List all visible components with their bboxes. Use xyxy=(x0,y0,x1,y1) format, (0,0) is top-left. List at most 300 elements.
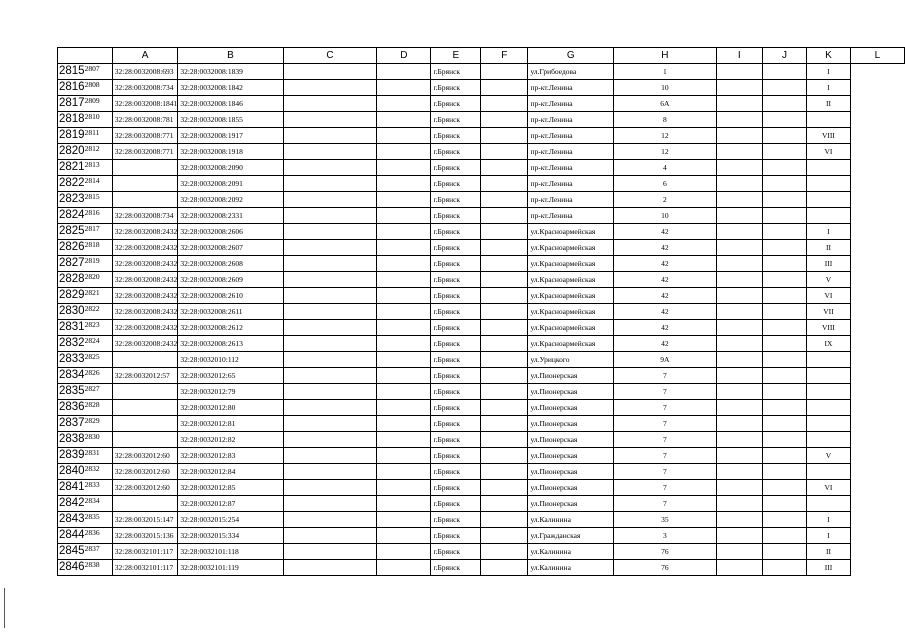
cell-l[interactable] xyxy=(807,208,851,224)
cell-l[interactable] xyxy=(807,192,851,208)
cell-b[interactable]: 32:28:0032008:2432 xyxy=(112,320,178,336)
cell-e[interactable] xyxy=(377,384,431,400)
cell-b[interactable]: 32:28:0032008:2432 xyxy=(112,224,178,240)
cell-h[interactable]: пр-кт.Ленина xyxy=(528,160,614,176)
cell-b[interactable]: 32:28:0032008:781 xyxy=(112,112,178,128)
row-number-cell[interactable] xyxy=(58,80,113,96)
cell-j[interactable] xyxy=(716,192,762,208)
cell-j[interactable] xyxy=(716,432,762,448)
cell-d[interactable] xyxy=(283,240,377,256)
cell-c[interactable]: 32:28:0032008:2613 xyxy=(178,336,283,352)
row-number-cell[interactable] xyxy=(58,272,113,288)
cell-j[interactable] xyxy=(716,400,762,416)
cell-i[interactable]: 42 xyxy=(614,320,716,336)
cell-l[interactable]: VI xyxy=(807,480,851,496)
cell-d[interactable] xyxy=(283,288,377,304)
cell-e[interactable] xyxy=(377,304,431,320)
cell-g[interactable] xyxy=(481,448,528,464)
cell-h[interactable]: пр-кт.Ленина xyxy=(528,80,614,96)
cell-e[interactable] xyxy=(377,176,431,192)
cell-d[interactable] xyxy=(283,464,377,480)
cell-k[interactable] xyxy=(762,544,806,560)
cell-c[interactable]: 32:28:0032008:1842 xyxy=(178,80,283,96)
cell-j[interactable] xyxy=(716,512,762,528)
row-number-cell[interactable] xyxy=(58,448,113,464)
cell-g[interactable] xyxy=(481,464,528,480)
cell-k[interactable] xyxy=(762,368,806,384)
row-number-cell[interactable] xyxy=(58,560,113,576)
cell-c[interactable]: 32:28:0032008:2606 xyxy=(178,224,283,240)
cell-b[interactable]: 32:28:0032008:734 xyxy=(112,208,178,224)
cell-l[interactable]: II xyxy=(807,240,851,256)
cell-h[interactable]: пр-кт.Ленина xyxy=(528,208,614,224)
cell-l[interactable]: I xyxy=(807,64,851,80)
cell-d[interactable] xyxy=(283,480,377,496)
cell-k[interactable] xyxy=(762,448,806,464)
cell-e[interactable] xyxy=(377,240,431,256)
cell-i[interactable]: 7 xyxy=(614,448,716,464)
cell-l[interactable] xyxy=(807,496,851,512)
cell-b[interactable]: 32:28:0032008:734 xyxy=(112,80,178,96)
cell-h[interactable]: ул.Пионерская xyxy=(528,368,614,384)
cell-g[interactable] xyxy=(481,272,528,288)
cell-b[interactable] xyxy=(112,384,178,400)
cell-g[interactable] xyxy=(481,384,528,400)
cell-f[interactable]: г.Брянск xyxy=(431,320,481,336)
cell-e[interactable] xyxy=(377,160,431,176)
cell-d[interactable] xyxy=(283,384,377,400)
cell-b[interactable] xyxy=(112,192,178,208)
cell-f[interactable]: г.Брянск xyxy=(431,496,481,512)
cell-f[interactable]: г.Брянск xyxy=(431,256,481,272)
cell-g[interactable] xyxy=(481,416,528,432)
cell-b[interactable]: 32:28:0032008:771 xyxy=(112,128,178,144)
cell-j[interactable] xyxy=(716,448,762,464)
cell-f[interactable]: г.Брянск xyxy=(431,304,481,320)
row-number-cell[interactable] xyxy=(58,512,113,528)
cell-l[interactable]: II xyxy=(807,96,851,112)
cell-c[interactable]: 32:28:0032008:2090 xyxy=(178,160,283,176)
cell-g[interactable] xyxy=(481,224,528,240)
cell-b[interactable]: 32:28:0032008:1841 xyxy=(112,96,178,112)
cell-c[interactable]: 32:28:0032008:1846 xyxy=(178,96,283,112)
cell-l[interactable] xyxy=(807,352,851,368)
cell-c[interactable]: 32:28:0032015:334 xyxy=(178,528,283,544)
cell-k[interactable] xyxy=(762,64,806,80)
cell-f[interactable]: г.Брянск xyxy=(431,480,481,496)
cell-g[interactable] xyxy=(481,80,528,96)
cell-b[interactable] xyxy=(112,400,178,416)
cell-j[interactable] xyxy=(716,96,762,112)
cell-i[interactable]: 7 xyxy=(614,432,716,448)
cell-f[interactable]: г.Брянск xyxy=(431,192,481,208)
cell-g[interactable] xyxy=(481,192,528,208)
cell-d[interactable] xyxy=(283,416,377,432)
cell-k[interactable] xyxy=(762,336,806,352)
cell-f[interactable]: г.Брянск xyxy=(431,80,481,96)
row-number-cell[interactable] xyxy=(58,256,113,272)
cell-b[interactable]: 32:28:0032012:60 xyxy=(112,464,178,480)
cell-i[interactable]: 76 xyxy=(614,544,716,560)
cell-e[interactable] xyxy=(377,320,431,336)
cell-j[interactable] xyxy=(716,352,762,368)
cell-f[interactable]: г.Брянск xyxy=(431,128,481,144)
cell-j[interactable] xyxy=(716,128,762,144)
cell-h[interactable]: ул.Пионерская xyxy=(528,464,614,480)
cell-g[interactable] xyxy=(481,112,528,128)
cell-b[interactable]: 32:28:0032008:2432 xyxy=(112,240,178,256)
cell-b[interactable]: 32:28:0032008:771 xyxy=(112,144,178,160)
cell-l[interactable]: V xyxy=(807,272,851,288)
cell-k[interactable] xyxy=(762,560,806,576)
cell-b[interactable]: 32:28:0032015:147 xyxy=(112,512,178,528)
cell-e[interactable] xyxy=(377,400,431,416)
cell-c[interactable]: 32:28:0032008:2091 xyxy=(178,176,283,192)
cell-d[interactable] xyxy=(283,144,377,160)
cell-g[interactable] xyxy=(481,512,528,528)
cell-l[interactable]: IX xyxy=(807,336,851,352)
cell-f[interactable]: г.Брянск xyxy=(431,144,481,160)
cell-e[interactable] xyxy=(377,256,431,272)
cell-h[interactable]: пр-кт.Ленина xyxy=(528,128,614,144)
cell-k[interactable] xyxy=(762,416,806,432)
cell-d[interactable] xyxy=(283,224,377,240)
cell-f[interactable]: г.Брянск xyxy=(431,512,481,528)
cell-k[interactable] xyxy=(762,464,806,480)
cell-l[interactable] xyxy=(807,464,851,480)
cell-i[interactable]: 42 xyxy=(614,336,716,352)
cell-j[interactable] xyxy=(716,496,762,512)
cell-j[interactable] xyxy=(716,336,762,352)
row-number-cell[interactable] xyxy=(58,544,113,560)
cell-d[interactable] xyxy=(283,336,377,352)
cell-b[interactable]: 32:28:0032008:2432 xyxy=(112,288,178,304)
cell-j[interactable] xyxy=(716,176,762,192)
cell-h[interactable]: ул.Пионерская xyxy=(528,400,614,416)
cell-h[interactable]: ул.Гражданская xyxy=(528,528,614,544)
cell-f[interactable]: г.Брянск xyxy=(431,224,481,240)
cell-e[interactable] xyxy=(377,352,431,368)
row-number-cell[interactable] xyxy=(58,480,113,496)
cell-d[interactable] xyxy=(283,304,377,320)
cell-h[interactable]: ул.Пионерская xyxy=(528,432,614,448)
cell-j[interactable] xyxy=(716,240,762,256)
cell-d[interactable] xyxy=(283,192,377,208)
cell-h[interactable]: ул.Красноармейская xyxy=(528,240,614,256)
cell-j[interactable] xyxy=(716,304,762,320)
cell-c[interactable]: 32:28:0032008:1855 xyxy=(178,112,283,128)
cell-b[interactable] xyxy=(112,160,178,176)
cell-l[interactable]: VI xyxy=(807,288,851,304)
cell-k[interactable] xyxy=(762,352,806,368)
cell-g[interactable] xyxy=(481,96,528,112)
cell-k[interactable] xyxy=(762,512,806,528)
cell-g[interactable] xyxy=(481,288,528,304)
cell-f[interactable]: г.Брянск xyxy=(431,416,481,432)
cell-d[interactable] xyxy=(283,80,377,96)
cell-k[interactable] xyxy=(762,272,806,288)
cell-b[interactable]: 32:28:0032101:117 xyxy=(112,544,178,560)
cell-i[interactable]: 2 xyxy=(614,192,716,208)
cell-k[interactable] xyxy=(762,400,806,416)
cell-k[interactable] xyxy=(762,144,806,160)
cell-i[interactable]: 10 xyxy=(614,80,716,96)
row-number-cell[interactable] xyxy=(58,288,113,304)
cell-i[interactable]: 7 xyxy=(614,368,716,384)
cell-d[interactable] xyxy=(283,400,377,416)
cell-f[interactable]: г.Брянск xyxy=(431,432,481,448)
cell-k[interactable] xyxy=(762,256,806,272)
cell-f[interactable]: г.Брянск xyxy=(431,448,481,464)
cell-f[interactable]: г.Брянск xyxy=(431,528,481,544)
cell-f[interactable]: г.Брянск xyxy=(431,336,481,352)
cell-j[interactable] xyxy=(716,112,762,128)
cell-e[interactable] xyxy=(377,192,431,208)
cell-l[interactable] xyxy=(807,400,851,416)
cell-e[interactable] xyxy=(377,560,431,576)
cell-l[interactable]: VII xyxy=(807,304,851,320)
cell-e[interactable] xyxy=(377,336,431,352)
cell-l[interactable] xyxy=(807,176,851,192)
cell-e[interactable] xyxy=(377,448,431,464)
cell-b[interactable] xyxy=(112,416,178,432)
row-number-cell[interactable] xyxy=(58,384,113,400)
cell-g[interactable] xyxy=(481,128,528,144)
cell-j[interactable] xyxy=(716,160,762,176)
cell-b[interactable]: 32:28:0032008:2432 xyxy=(112,336,178,352)
cell-e[interactable] xyxy=(377,224,431,240)
cell-e[interactable] xyxy=(377,432,431,448)
cell-l[interactable] xyxy=(807,384,851,400)
cell-j[interactable] xyxy=(716,256,762,272)
cell-d[interactable] xyxy=(283,432,377,448)
row-number-cell[interactable] xyxy=(58,400,113,416)
cell-k[interactable] xyxy=(762,128,806,144)
cell-e[interactable] xyxy=(377,128,431,144)
cell-g[interactable] xyxy=(481,336,528,352)
cell-d[interactable] xyxy=(283,256,377,272)
cell-l[interactable]: III xyxy=(807,560,851,576)
cell-e[interactable] xyxy=(377,112,431,128)
cell-f[interactable]: г.Брянск xyxy=(431,272,481,288)
cell-f[interactable]: г.Брянск xyxy=(431,384,481,400)
cell-h[interactable]: пр-кт.Ленина xyxy=(528,176,614,192)
row-number-cell[interactable] xyxy=(58,320,113,336)
cell-i[interactable]: 7 xyxy=(614,480,716,496)
row-number-cell[interactable] xyxy=(58,160,113,176)
cell-g[interactable] xyxy=(481,432,528,448)
cell-k[interactable] xyxy=(762,112,806,128)
cell-l[interactable]: VIII xyxy=(807,320,851,336)
cell-h[interactable]: ул.Красноармейская xyxy=(528,320,614,336)
cell-k[interactable] xyxy=(762,80,806,96)
cell-i[interactable]: 12 xyxy=(614,128,716,144)
cell-i[interactable]: 6 xyxy=(614,176,716,192)
cell-g[interactable] xyxy=(481,64,528,80)
cell-k[interactable] xyxy=(762,192,806,208)
cell-e[interactable] xyxy=(377,144,431,160)
row-number-cell[interactable] xyxy=(58,208,113,224)
cell-j[interactable] xyxy=(716,368,762,384)
row-number-cell[interactable] xyxy=(58,416,113,432)
row-number-cell[interactable] xyxy=(58,352,113,368)
cell-b[interactable]: 32:28:0032008:693 xyxy=(112,64,178,80)
cell-j[interactable] xyxy=(716,560,762,576)
cell-c[interactable]: 32:28:0032012:80 xyxy=(178,400,283,416)
cell-c[interactable]: 32:28:0032008:2092 xyxy=(178,192,283,208)
cell-j[interactable] xyxy=(716,416,762,432)
row-number-cell[interactable] xyxy=(58,496,113,512)
cell-l[interactable]: VIII xyxy=(807,128,851,144)
row-number-cell[interactable] xyxy=(58,464,113,480)
cell-e[interactable] xyxy=(377,512,431,528)
cell-d[interactable] xyxy=(283,368,377,384)
cell-g[interactable] xyxy=(481,304,528,320)
row-number-cell[interactable] xyxy=(58,528,113,544)
cell-d[interactable] xyxy=(283,560,377,576)
cell-k[interactable] xyxy=(762,432,806,448)
cell-h[interactable]: ул.Урицкого xyxy=(528,352,614,368)
cell-c[interactable]: 32:28:0032008:1917 xyxy=(178,128,283,144)
cell-e[interactable] xyxy=(377,544,431,560)
cell-i[interactable]: 7 xyxy=(614,464,716,480)
cell-c[interactable]: 32:28:0032008:2612 xyxy=(178,320,283,336)
cell-f[interactable]: г.Брянск xyxy=(431,368,481,384)
cell-i[interactable]: 42 xyxy=(614,272,716,288)
cell-d[interactable] xyxy=(283,160,377,176)
cell-d[interactable] xyxy=(283,512,377,528)
cell-c[interactable]: 32:28:0032012:81 xyxy=(178,416,283,432)
cell-l[interactable]: I xyxy=(807,528,851,544)
cell-j[interactable] xyxy=(716,464,762,480)
cell-e[interactable] xyxy=(377,272,431,288)
cell-h[interactable]: ул.Красноармейская xyxy=(528,336,614,352)
cell-i[interactable]: 6А xyxy=(614,96,716,112)
cell-h[interactable]: ул.Калинина xyxy=(528,560,614,576)
cell-h[interactable]: пр-кт.Ленина xyxy=(528,144,614,160)
cell-k[interactable] xyxy=(762,288,806,304)
cell-g[interactable] xyxy=(481,320,528,336)
cell-b[interactable]: 32:28:0032015:136 xyxy=(112,528,178,544)
row-number-cell[interactable] xyxy=(58,336,113,352)
cell-l[interactable] xyxy=(807,368,851,384)
cell-h[interactable]: пр-кт.Ленина xyxy=(528,192,614,208)
cell-k[interactable] xyxy=(762,496,806,512)
cell-j[interactable] xyxy=(716,144,762,160)
cell-j[interactable] xyxy=(716,208,762,224)
row-number-cell[interactable] xyxy=(58,368,113,384)
cell-c[interactable]: 32:28:0032008:1839 xyxy=(178,64,283,80)
cell-h[interactable]: ул.Пионерская xyxy=(528,416,614,432)
cell-i[interactable]: 7 xyxy=(614,416,716,432)
cell-g[interactable] xyxy=(481,544,528,560)
cell-l[interactable]: V xyxy=(807,448,851,464)
cell-f[interactable]: г.Брянск xyxy=(431,176,481,192)
row-number-cell[interactable] xyxy=(58,192,113,208)
cell-k[interactable] xyxy=(762,224,806,240)
cell-c[interactable]: 32:28:0032012:87 xyxy=(178,496,283,512)
cell-j[interactable] xyxy=(716,480,762,496)
cell-c[interactable]: 32:28:0032008:2611 xyxy=(178,304,283,320)
cell-h[interactable]: ул.Пионерская xyxy=(528,448,614,464)
cell-f[interactable]: г.Брянск xyxy=(431,544,481,560)
row-number-cell[interactable] xyxy=(58,304,113,320)
cell-h[interactable]: ул.Красноармейская xyxy=(528,256,614,272)
cell-h[interactable]: ул.Красноармейская xyxy=(528,272,614,288)
cell-i[interactable]: 9А xyxy=(614,352,716,368)
cell-g[interactable] xyxy=(481,256,528,272)
cell-k[interactable] xyxy=(762,176,806,192)
cell-c[interactable]: 32:28:0032012:65 xyxy=(178,368,283,384)
cell-b[interactable]: 32:28:0032012:60 xyxy=(112,448,178,464)
cell-e[interactable] xyxy=(377,528,431,544)
cell-c[interactable]: 32:28:0032008:2331 xyxy=(178,208,283,224)
cell-k[interactable] xyxy=(762,240,806,256)
cell-c[interactable]: 32:28:0032012:85 xyxy=(178,480,283,496)
cell-i[interactable]: 12 xyxy=(614,144,716,160)
cell-d[interactable] xyxy=(283,496,377,512)
cell-c[interactable]: 32:28:0032012:82 xyxy=(178,432,283,448)
cell-f[interactable]: г.Брянск xyxy=(431,240,481,256)
cell-i[interactable]: 4 xyxy=(614,160,716,176)
cell-e[interactable] xyxy=(377,480,431,496)
cell-h[interactable]: ул.Пионерская xyxy=(528,384,614,400)
row-number-cell[interactable] xyxy=(58,240,113,256)
cell-h[interactable]: ул.Красноармейская xyxy=(528,288,614,304)
cell-c[interactable]: 32:28:0032008:2608 xyxy=(178,256,283,272)
cell-b[interactable] xyxy=(112,432,178,448)
cell-k[interactable] xyxy=(762,208,806,224)
cell-h[interactable]: пр-кт.Ленина xyxy=(528,96,614,112)
cell-j[interactable] xyxy=(716,320,762,336)
cell-e[interactable] xyxy=(377,496,431,512)
cell-d[interactable] xyxy=(283,352,377,368)
cell-b[interactable]: 32:28:0032008:2432 xyxy=(112,304,178,320)
row-number-cell[interactable] xyxy=(58,128,113,144)
cell-f[interactable]: г.Брянск xyxy=(431,64,481,80)
cell-l[interactable]: I xyxy=(807,512,851,528)
cell-j[interactable] xyxy=(716,272,762,288)
cell-g[interactable] xyxy=(481,208,528,224)
cell-j[interactable] xyxy=(716,544,762,560)
cell-d[interactable] xyxy=(283,176,377,192)
cell-i[interactable]: 10 xyxy=(614,208,716,224)
cell-d[interactable] xyxy=(283,320,377,336)
cell-f[interactable]: г.Брянск xyxy=(431,560,481,576)
cell-h[interactable]: ул.Грибоедова xyxy=(528,64,614,80)
cell-c[interactable]: 32:28:0032012:79 xyxy=(178,384,283,400)
cell-j[interactable] xyxy=(716,384,762,400)
cell-g[interactable] xyxy=(481,352,528,368)
row-number-cell[interactable] xyxy=(58,224,113,240)
cell-g[interactable] xyxy=(481,368,528,384)
cell-d[interactable] xyxy=(283,272,377,288)
cell-d[interactable] xyxy=(283,128,377,144)
cell-g[interactable] xyxy=(481,240,528,256)
cell-h[interactable]: ул.Пионерская xyxy=(528,496,614,512)
cell-e[interactable] xyxy=(377,368,431,384)
cell-i[interactable]: 7 xyxy=(614,384,716,400)
cell-h[interactable]: ул.Калинина xyxy=(528,512,614,528)
cell-i[interactable]: 7 xyxy=(614,496,716,512)
cell-f[interactable]: г.Брянск xyxy=(431,464,481,480)
cell-g[interactable] xyxy=(481,160,528,176)
cell-c[interactable]: 32:28:0032008:2609 xyxy=(178,272,283,288)
cell-c[interactable]: 32:28:0032012:84 xyxy=(178,464,283,480)
cell-e[interactable] xyxy=(377,288,431,304)
cell-i[interactable]: 8 xyxy=(614,112,716,128)
cell-g[interactable] xyxy=(481,144,528,160)
